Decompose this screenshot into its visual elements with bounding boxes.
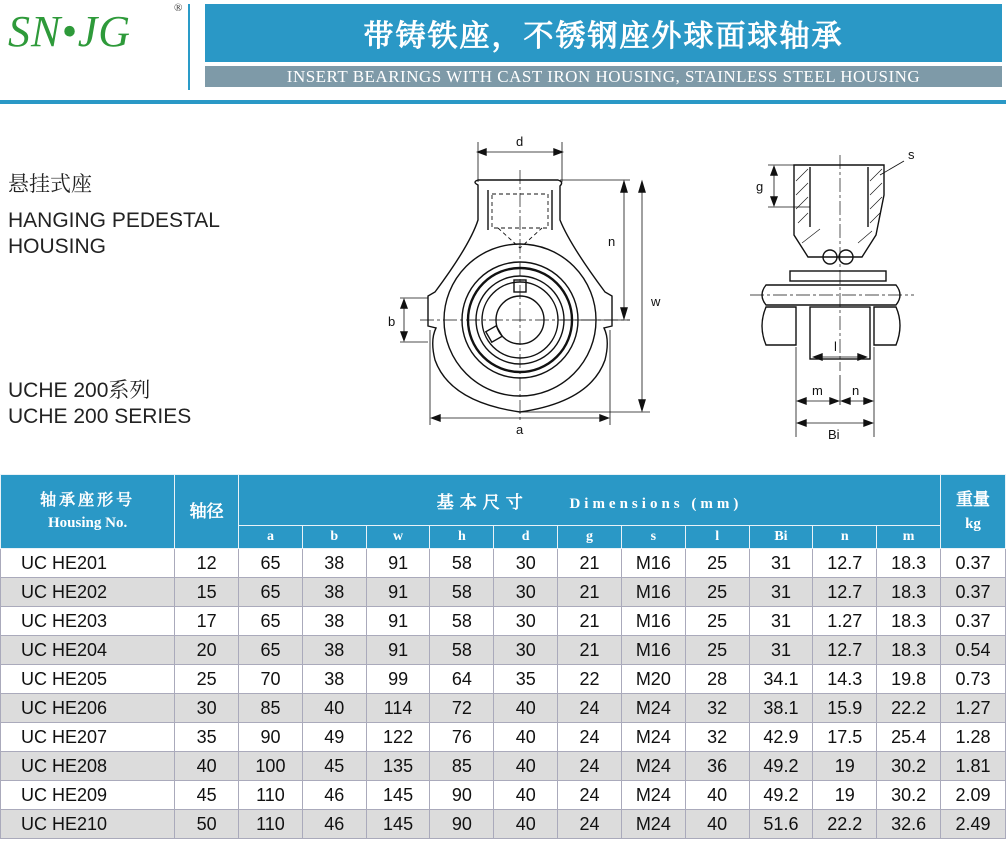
cell-g: 24 bbox=[558, 694, 622, 723]
page-subtitle: INSERT BEARINGS WITH CAST IRON HOUSING, STAINLESS STEEL HOUSING bbox=[205, 66, 1002, 87]
cell-bore: 20 bbox=[175, 636, 239, 665]
header-housing-no-cn: 轴承座形号 bbox=[40, 491, 136, 509]
cell-bi: 49.2 bbox=[749, 752, 813, 781]
table-row bbox=[1, 665, 1006, 694]
cell-a: 85 bbox=[239, 694, 303, 723]
cell-l: 28 bbox=[685, 665, 749, 694]
cell-bore: 30 bbox=[175, 694, 239, 723]
cell-h: 58 bbox=[430, 578, 494, 607]
cell-bi: 31 bbox=[749, 636, 813, 665]
table-row bbox=[1, 549, 1006, 578]
cell-b: 46 bbox=[302, 781, 366, 810]
cell-s: M24 bbox=[621, 752, 685, 781]
cell-b: 45 bbox=[302, 752, 366, 781]
table-row bbox=[1, 723, 1006, 752]
cell-a: 110 bbox=[239, 810, 303, 839]
cell-d: 30 bbox=[494, 578, 558, 607]
cell-bi: 38.1 bbox=[749, 694, 813, 723]
cell-n: 12.7 bbox=[813, 549, 877, 578]
cell-g: 22 bbox=[558, 665, 622, 694]
cell-n: 22.2 bbox=[813, 810, 877, 839]
column-header-m: m bbox=[877, 526, 941, 549]
cell-h: 72 bbox=[430, 694, 494, 723]
table-body bbox=[1, 549, 1006, 839]
dim-label-n-side: n bbox=[852, 383, 860, 398]
cell-bi: 42.9 bbox=[749, 723, 813, 752]
cell-model: UC HE201 bbox=[1, 549, 175, 578]
cell-bore: 45 bbox=[175, 781, 239, 810]
cell-w: 114 bbox=[366, 694, 430, 723]
cell-s: M24 bbox=[621, 781, 685, 810]
cell-g: 24 bbox=[558, 723, 622, 752]
cell-l: 40 bbox=[685, 781, 749, 810]
dim-label-m: m bbox=[812, 383, 823, 398]
cell-b: 40 bbox=[302, 694, 366, 723]
cell-kg: 0.37 bbox=[941, 607, 1006, 636]
dim-label-l: l bbox=[834, 339, 837, 354]
cell-model: UC HE202 bbox=[1, 578, 175, 607]
header-housing-no-en: Housing No. bbox=[48, 514, 128, 531]
dim-label-bi: Bi bbox=[828, 427, 840, 442]
cell-l: 25 bbox=[685, 578, 749, 607]
table-row bbox=[1, 636, 1006, 665]
cell-m: 30.2 bbox=[877, 781, 941, 810]
cell-s: M20 bbox=[621, 665, 685, 694]
cell-g: 21 bbox=[558, 636, 622, 665]
cell-kg: 0.37 bbox=[941, 578, 1006, 607]
cell-bore: 17 bbox=[175, 607, 239, 636]
cell-bore: 35 bbox=[175, 723, 239, 752]
cell-d: 40 bbox=[494, 810, 558, 839]
table-row bbox=[1, 781, 1006, 810]
header-weight bbox=[941, 475, 1006, 549]
header-housing-no bbox=[1, 475, 175, 549]
cell-a: 65 bbox=[239, 549, 303, 578]
cell-w: 91 bbox=[366, 578, 430, 607]
cell-b: 49 bbox=[302, 723, 366, 752]
header-weight-unit: kg bbox=[965, 515, 981, 532]
cell-w: 145 bbox=[366, 781, 430, 810]
cell-kg: 1.28 bbox=[941, 723, 1006, 752]
cell-bore: 15 bbox=[175, 578, 239, 607]
cell-h: 58 bbox=[430, 549, 494, 578]
cell-s: M24 bbox=[621, 810, 685, 839]
cell-b: 38 bbox=[302, 636, 366, 665]
column-header-g: g bbox=[558, 526, 622, 549]
cell-kg: 0.37 bbox=[941, 549, 1006, 578]
brand-logo bbox=[8, 2, 188, 76]
dim-label-d: d bbox=[516, 134, 524, 149]
cell-model: UC HE210 bbox=[1, 810, 175, 839]
cell-h: 58 bbox=[430, 607, 494, 636]
cell-d: 30 bbox=[494, 549, 558, 578]
dim-label-a: a bbox=[516, 422, 524, 437]
cell-s: M16 bbox=[621, 636, 685, 665]
cell-d: 30 bbox=[494, 636, 558, 665]
cell-n: 15.9 bbox=[813, 694, 877, 723]
cell-m: 30.2 bbox=[877, 752, 941, 781]
header-dimensions-cn: 基本尺寸 bbox=[436, 492, 529, 512]
cell-n: 19 bbox=[813, 781, 877, 810]
header-dimensions-en: Dimensions (mm) bbox=[569, 495, 743, 512]
cell-model: UC HE208 bbox=[1, 752, 175, 781]
column-header-l: l bbox=[685, 526, 749, 549]
cell-model: UC HE205 bbox=[1, 665, 175, 694]
side-view-drawing bbox=[740, 135, 920, 445]
series-en: UCHE 200 SERIES bbox=[8, 405, 192, 428]
cell-d: 40 bbox=[494, 723, 558, 752]
cell-a: 65 bbox=[239, 578, 303, 607]
cell-m: 22.2 bbox=[877, 694, 941, 723]
dimensions-table bbox=[0, 474, 1006, 839]
cell-kg: 2.09 bbox=[941, 781, 1006, 810]
dim-label-w: w bbox=[651, 294, 661, 309]
cell-w: 122 bbox=[366, 723, 430, 752]
dim-label-g: g bbox=[756, 179, 764, 194]
cell-g: 24 bbox=[558, 781, 622, 810]
cell-model: UC HE207 bbox=[1, 723, 175, 752]
column-header-a: a bbox=[239, 526, 303, 549]
cell-model: UC HE204 bbox=[1, 636, 175, 665]
cell-model: UC HE209 bbox=[1, 781, 175, 810]
logo-divider bbox=[188, 4, 190, 90]
cell-bore: 50 bbox=[175, 810, 239, 839]
table-row bbox=[1, 810, 1006, 839]
cell-a: 100 bbox=[239, 752, 303, 781]
cell-d: 40 bbox=[494, 752, 558, 781]
product-name-en: HANGING PEDESTAL HOUSING bbox=[8, 209, 220, 258]
dim-label-b: b bbox=[388, 314, 396, 329]
cell-w: 91 bbox=[366, 549, 430, 578]
cell-s: M24 bbox=[621, 694, 685, 723]
cell-bi: 31 bbox=[749, 549, 813, 578]
cell-g: 24 bbox=[558, 810, 622, 839]
column-header-b: b bbox=[302, 526, 366, 549]
cell-w: 91 bbox=[366, 607, 430, 636]
cell-h: 90 bbox=[430, 781, 494, 810]
cell-n: 1.27 bbox=[813, 607, 877, 636]
table-row bbox=[1, 578, 1006, 607]
column-header-d: d bbox=[494, 526, 558, 549]
cell-l: 36 bbox=[685, 752, 749, 781]
cell-n: 14.3 bbox=[813, 665, 877, 694]
cell-m: 18.3 bbox=[877, 636, 941, 665]
cell-h: 90 bbox=[430, 810, 494, 839]
cell-b: 46 bbox=[302, 810, 366, 839]
cell-n: 12.7 bbox=[813, 636, 877, 665]
series-cn: UCHE 200系列 bbox=[8, 379, 151, 402]
cell-m: 19.8 bbox=[877, 665, 941, 694]
cell-kg: 1.27 bbox=[941, 694, 1006, 723]
cell-bi: 31 bbox=[749, 607, 813, 636]
cell-l: 32 bbox=[685, 694, 749, 723]
header-dimensions bbox=[239, 475, 941, 526]
cell-a: 70 bbox=[239, 665, 303, 694]
front-view-drawing bbox=[380, 120, 680, 440]
cell-g: 21 bbox=[558, 607, 622, 636]
cell-n: 19 bbox=[813, 752, 877, 781]
cell-bi: 34.1 bbox=[749, 665, 813, 694]
cell-g: 21 bbox=[558, 549, 622, 578]
column-header-w: w bbox=[366, 526, 430, 549]
header-weight-cn: 重量 bbox=[956, 489, 990, 509]
cell-bi: 49.2 bbox=[749, 781, 813, 810]
cell-n: 17.5 bbox=[813, 723, 877, 752]
cell-a: 90 bbox=[239, 723, 303, 752]
cell-d: 40 bbox=[494, 694, 558, 723]
series-label bbox=[8, 378, 191, 430]
cell-kg: 0.54 bbox=[941, 636, 1006, 665]
column-header-s: s bbox=[621, 526, 685, 549]
cell-s: M24 bbox=[621, 723, 685, 752]
column-header-h: h bbox=[430, 526, 494, 549]
cell-l: 25 bbox=[685, 607, 749, 636]
cell-kg: 2.49 bbox=[941, 810, 1006, 839]
cell-d: 40 bbox=[494, 781, 558, 810]
cell-m: 18.3 bbox=[877, 607, 941, 636]
cell-bore: 25 bbox=[175, 665, 239, 694]
cell-w: 145 bbox=[366, 810, 430, 839]
header-divider bbox=[0, 100, 1006, 104]
product-name-cn: 悬挂式座 bbox=[8, 172, 92, 196]
cell-l: 32 bbox=[685, 723, 749, 752]
cell-s: M16 bbox=[621, 607, 685, 636]
column-header-bi: Bi bbox=[749, 526, 813, 549]
cell-m: 18.3 bbox=[877, 549, 941, 578]
cell-d: 35 bbox=[494, 665, 558, 694]
cell-kg: 0.73 bbox=[941, 665, 1006, 694]
cell-bore: 40 bbox=[175, 752, 239, 781]
cell-bore: 12 bbox=[175, 549, 239, 578]
cell-h: 85 bbox=[430, 752, 494, 781]
table-row bbox=[1, 694, 1006, 723]
cell-a: 110 bbox=[239, 781, 303, 810]
header-bore: 轴径 bbox=[175, 475, 239, 549]
cell-bi: 31 bbox=[749, 578, 813, 607]
cell-l: 25 bbox=[685, 549, 749, 578]
cell-model: UC HE206 bbox=[1, 694, 175, 723]
cell-w: 135 bbox=[366, 752, 430, 781]
cell-s: M16 bbox=[621, 578, 685, 607]
dim-label-n: n bbox=[608, 234, 616, 249]
cell-h: 58 bbox=[430, 636, 494, 665]
cell-b: 38 bbox=[302, 549, 366, 578]
cell-b: 38 bbox=[302, 607, 366, 636]
cell-w: 91 bbox=[366, 636, 430, 665]
cell-bi: 51.6 bbox=[749, 810, 813, 839]
table-row bbox=[1, 752, 1006, 781]
cell-l: 25 bbox=[685, 636, 749, 665]
table-row bbox=[1, 607, 1006, 636]
cell-w: 99 bbox=[366, 665, 430, 694]
cell-m: 18.3 bbox=[877, 578, 941, 607]
logo-text: SN•JG bbox=[8, 7, 132, 56]
cell-g: 24 bbox=[558, 752, 622, 781]
cell-m: 25.4 bbox=[877, 723, 941, 752]
registered-mark: ® bbox=[174, 2, 184, 14]
cell-a: 65 bbox=[239, 636, 303, 665]
cell-d: 30 bbox=[494, 607, 558, 636]
page-title: 带铸铁座，不锈钢座外球面球轴承 bbox=[205, 4, 1002, 62]
cell-b: 38 bbox=[302, 665, 366, 694]
cell-l: 40 bbox=[685, 810, 749, 839]
cell-kg: 1.81 bbox=[941, 752, 1006, 781]
cell-b: 38 bbox=[302, 578, 366, 607]
cell-s: M16 bbox=[621, 549, 685, 578]
cell-g: 21 bbox=[558, 578, 622, 607]
cell-h: 76 bbox=[430, 723, 494, 752]
column-header-n: n bbox=[813, 526, 877, 549]
cell-h: 64 bbox=[430, 665, 494, 694]
cell-m: 32.6 bbox=[877, 810, 941, 839]
cell-a: 65 bbox=[239, 607, 303, 636]
dim-label-s: s bbox=[908, 147, 915, 162]
cell-n: 12.7 bbox=[813, 578, 877, 607]
cell-model: UC HE203 bbox=[1, 607, 175, 636]
